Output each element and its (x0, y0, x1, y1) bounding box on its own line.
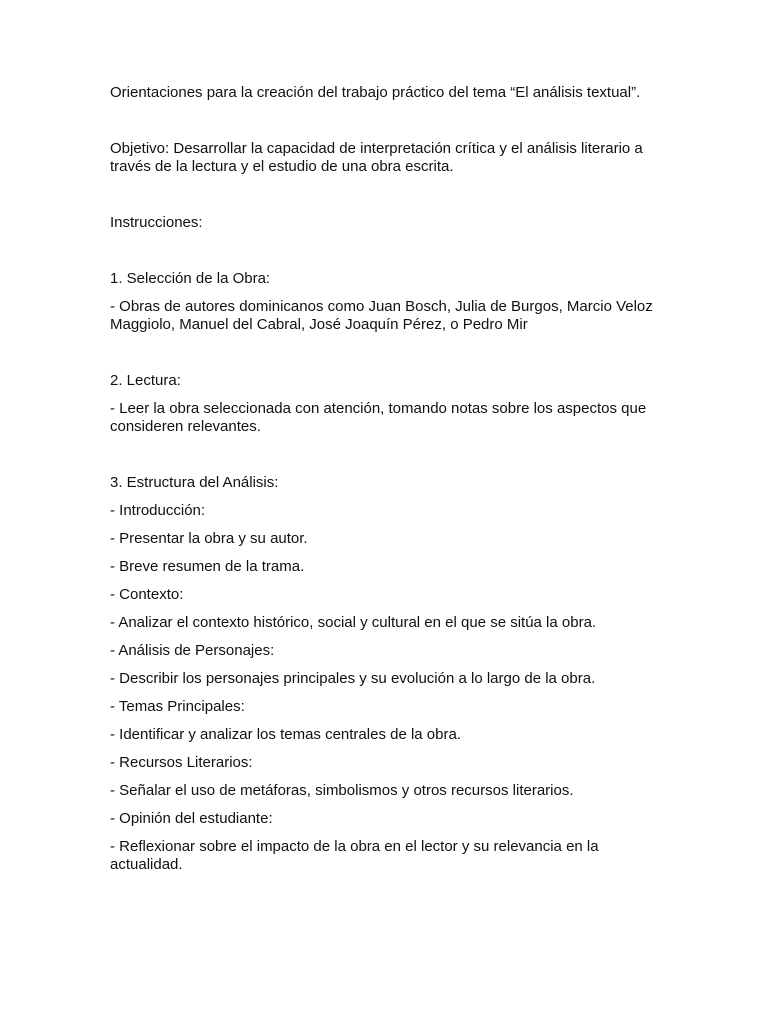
section-3-heading: 3. Estructura del Análisis: (110, 474, 279, 491)
section-3-item: - Breve resumen de la trama. (110, 558, 305, 575)
section-3-item: - Opinión del estudiante: (110, 810, 273, 827)
section-3-item: - Recursos Literarios: (110, 754, 253, 771)
section-3-item: - Presentar la obra y su autor. (110, 530, 308, 547)
section-3-item: - Reflexionar sobre el impacto de la obra en el lector y su relevancia en la actualidad. (110, 838, 599, 873)
document-title-line: Orientaciones para la creación del trabajo práctico del tema “El análisis textual”. (110, 84, 641, 101)
section-3-item: - Señalar el uso de metáforas, simbolismos y otros recursos literarios. (110, 782, 574, 799)
objective-paragraph: Objetivo: Desarrollar la capacidad de interpretación crítica y el análisis literario a través de la lectura y el estudio de una obra escrita. (110, 140, 643, 175)
section-3-item: - Contexto: (110, 586, 184, 603)
section-1-heading: 1. Selección de la Obra: (110, 270, 271, 287)
section-3-item: - Introducción: (110, 502, 206, 519)
section-3-item: - Describir los personajes principales y su evolución a lo largo de la obra. (110, 670, 596, 687)
section-2-heading: 2. Lectura: (110, 372, 181, 389)
section-3-item: - Análisis de Personajes: (110, 642, 275, 659)
document-content (110, 84, 670, 874)
section-2-text: - Leer la obra seleccionada con atención, tomando notas sobre los aspectos que consideren relevantes. (110, 400, 647, 435)
instructions-heading: Instrucciones: (110, 214, 203, 231)
section-3-item: - Temas Principales: (110, 698, 245, 715)
section-1-text: - Obras de autores dominicanos como Juan Bosch, Julia de Burgos, Marcio Veloz Maggiolo, Manuel del Cabral, José Joaquín Pérez, o Pedro Mir (110, 298, 653, 333)
section-3-item: - Analizar el contexto histórico, social y cultural en el que se sitúa la obra. (110, 614, 597, 631)
section-3-item: - Identificar y analizar los temas centrales de la obra. (110, 726, 461, 743)
